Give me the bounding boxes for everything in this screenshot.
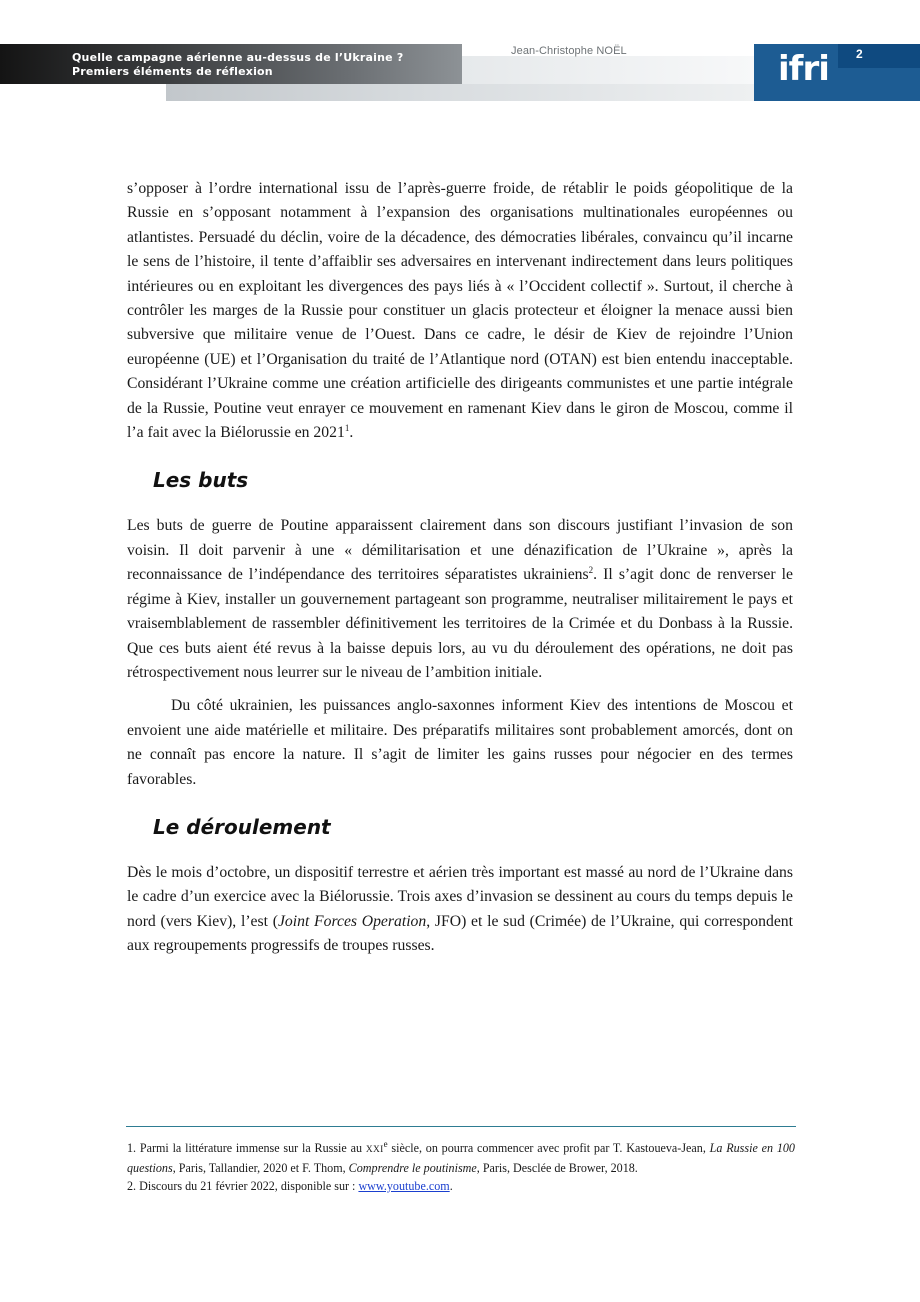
footnote-1-book-title-1: La Russie en 100 questions	[127, 1141, 795, 1175]
paragraph-4-text-b: , JFO) et le sud (Crimée) de l’Ukraine, qui correspondent aux regroupements progressifs de troupes russes.	[127, 912, 793, 955]
footnote-2	[127, 1177, 795, 1195]
paragraph-4	[127, 861, 793, 959]
footnote-1-text-c: , Paris, Tallandier, 2020 et F. Thom,	[172, 1161, 349, 1175]
paragraph-4-italic: Joint Forces Operation	[277, 912, 427, 930]
paragraph-4-text-a: Dès le mois d’octobre, un dispositif terrestre et aérien très important est massé au nord de l’Ukraine dans le cadre d’un exercice avec la Biélorussie. Trois axes d’invasion se dessinent au cours du temps depuis le nord (vers Kiev), l’est (	[127, 863, 793, 930]
footnote-ref-1[interactable]: 1	[344, 422, 350, 433]
paragraph-3: Du côté ukrainien, les puissances anglo-saxonnes informent Kiev des intentions de Moscou et envoient une aide matérielle et militaire. Des préparatifs militaires sont probablement amorcés, dont on ne connaît pas encore la nature. Il s’agit de limiter les gains russes pour négocier en des termes favorables.	[127, 697, 793, 788]
paragraph-2	[127, 514, 793, 685]
footnote-1-text-b: siècle, on pourra commencer avec profit par T. Kastoueva-Jean,	[387, 1141, 710, 1155]
footnotes	[127, 1139, 795, 1195]
running-header-title-line2: Premiers éléments de réflexion	[72, 65, 273, 78]
running-header-title	[72, 51, 452, 79]
section-heading-buts: Les buts	[153, 468, 249, 493]
page-number-tab	[838, 44, 920, 68]
paragraph-2-text-a: Les buts de guerre de Poutine apparaissent clairement dans son discours justifiant l’invasion de son voisin. Il doit parvenir à une « démilitarisation et une dénazification de l’Ukraine », après la reconnaissance de l’indépendance des territoires séparatistes ukrainiens	[127, 517, 793, 584]
footnote-1-century: XXI	[365, 1145, 384, 1155]
footnote-1-book-title-2: Comprendre le poutinisme	[348, 1161, 477, 1175]
footnote-ref-2[interactable]: 2	[588, 565, 594, 576]
header-light-band	[166, 84, 754, 101]
main-content	[127, 177, 793, 959]
footnote-1-text-d: , Paris, Desclée de Brower, 2018.	[476, 1161, 638, 1175]
paragraph-2-text-b: . Il s’agit donc de renverser le régime à Kiev, installer un gouvernement partageant son programme, neutraliser militairement le pays et vraisemblablement de rassembler définitivement les territoires de la Crimée et du Donbass à la Russie. Que ces buts aient été revus à la baisse depuis lors, au vu du déroulement des opérations, ne doit pas rétrospectivement nous leurrer sur le niveau de l’ambition initiale.	[127, 566, 793, 681]
page-number: 2	[856, 47, 863, 61]
footnote-2-text-b: .	[449, 1179, 453, 1193]
footnote-2-text-a: 2. Discours du 21 février 2022, disponible sur :	[127, 1179, 359, 1193]
paragraph-1-end: .	[349, 424, 354, 442]
ifri-logo: ifri	[778, 49, 829, 89]
footnote-1-century-sup: e	[383, 1138, 388, 1149]
youtube-link[interactable]: www.youtube.com	[358, 1179, 450, 1193]
running-header-title-line1: Quelle campagne aérienne au-dessus de l’Ukraine ?	[72, 51, 404, 64]
running-header-author: Jean-Christophe NOËL	[511, 45, 627, 57]
section-heading-deroulement: Le déroulement	[153, 814, 331, 839]
paragraph-1-text: s’opposer à l’ordre international issu de l’après-guerre froide, de rétablir le poids géopolitique de la Russie en s’opposant notamment à l’expansion des organisations multinationales européennes ou atlantistes. Persuadé du déclin, voire de la décadence, des démocraties libérales, convaincu qu’il incarne le sens de l’histoire, il tente d’affaiblir ses adversaires en intervenant indirectement dans leurs politiques intérieures ou en exploitant les divergences des pays liés à « l’Occident collectif ». Surtout, il cherche à contrôler les marges de la Russie pour constituer un glacis protecteur et éloigner la menace aussi bien subversive que militaire venue de l’Ouest. Dans ce cadre, le désir de Kiev de rejoindre l’Union européenne (UE) et l’Organisation du traité de l’Atlantique nord (OTAN) est bien entendu inacceptable. Considérant l’Ukraine comme une création artificielle des dirigeants communistes et une partie intégrale de la Russie, Poutine veut enrayer ce mouvement en ramenant Kiev dans le giron de Moscou, comme il l’a fait avec la Biélorussie en 2021	[127, 180, 793, 442]
footnote-separator	[126, 1126, 796, 1127]
footnote-1	[127, 1139, 795, 1177]
footnote-1-text-a: 1. Parmi la littérature immense sur la Russie au	[127, 1141, 366, 1155]
paragraph-1	[127, 177, 793, 445]
header-fade-band	[462, 56, 754, 84]
